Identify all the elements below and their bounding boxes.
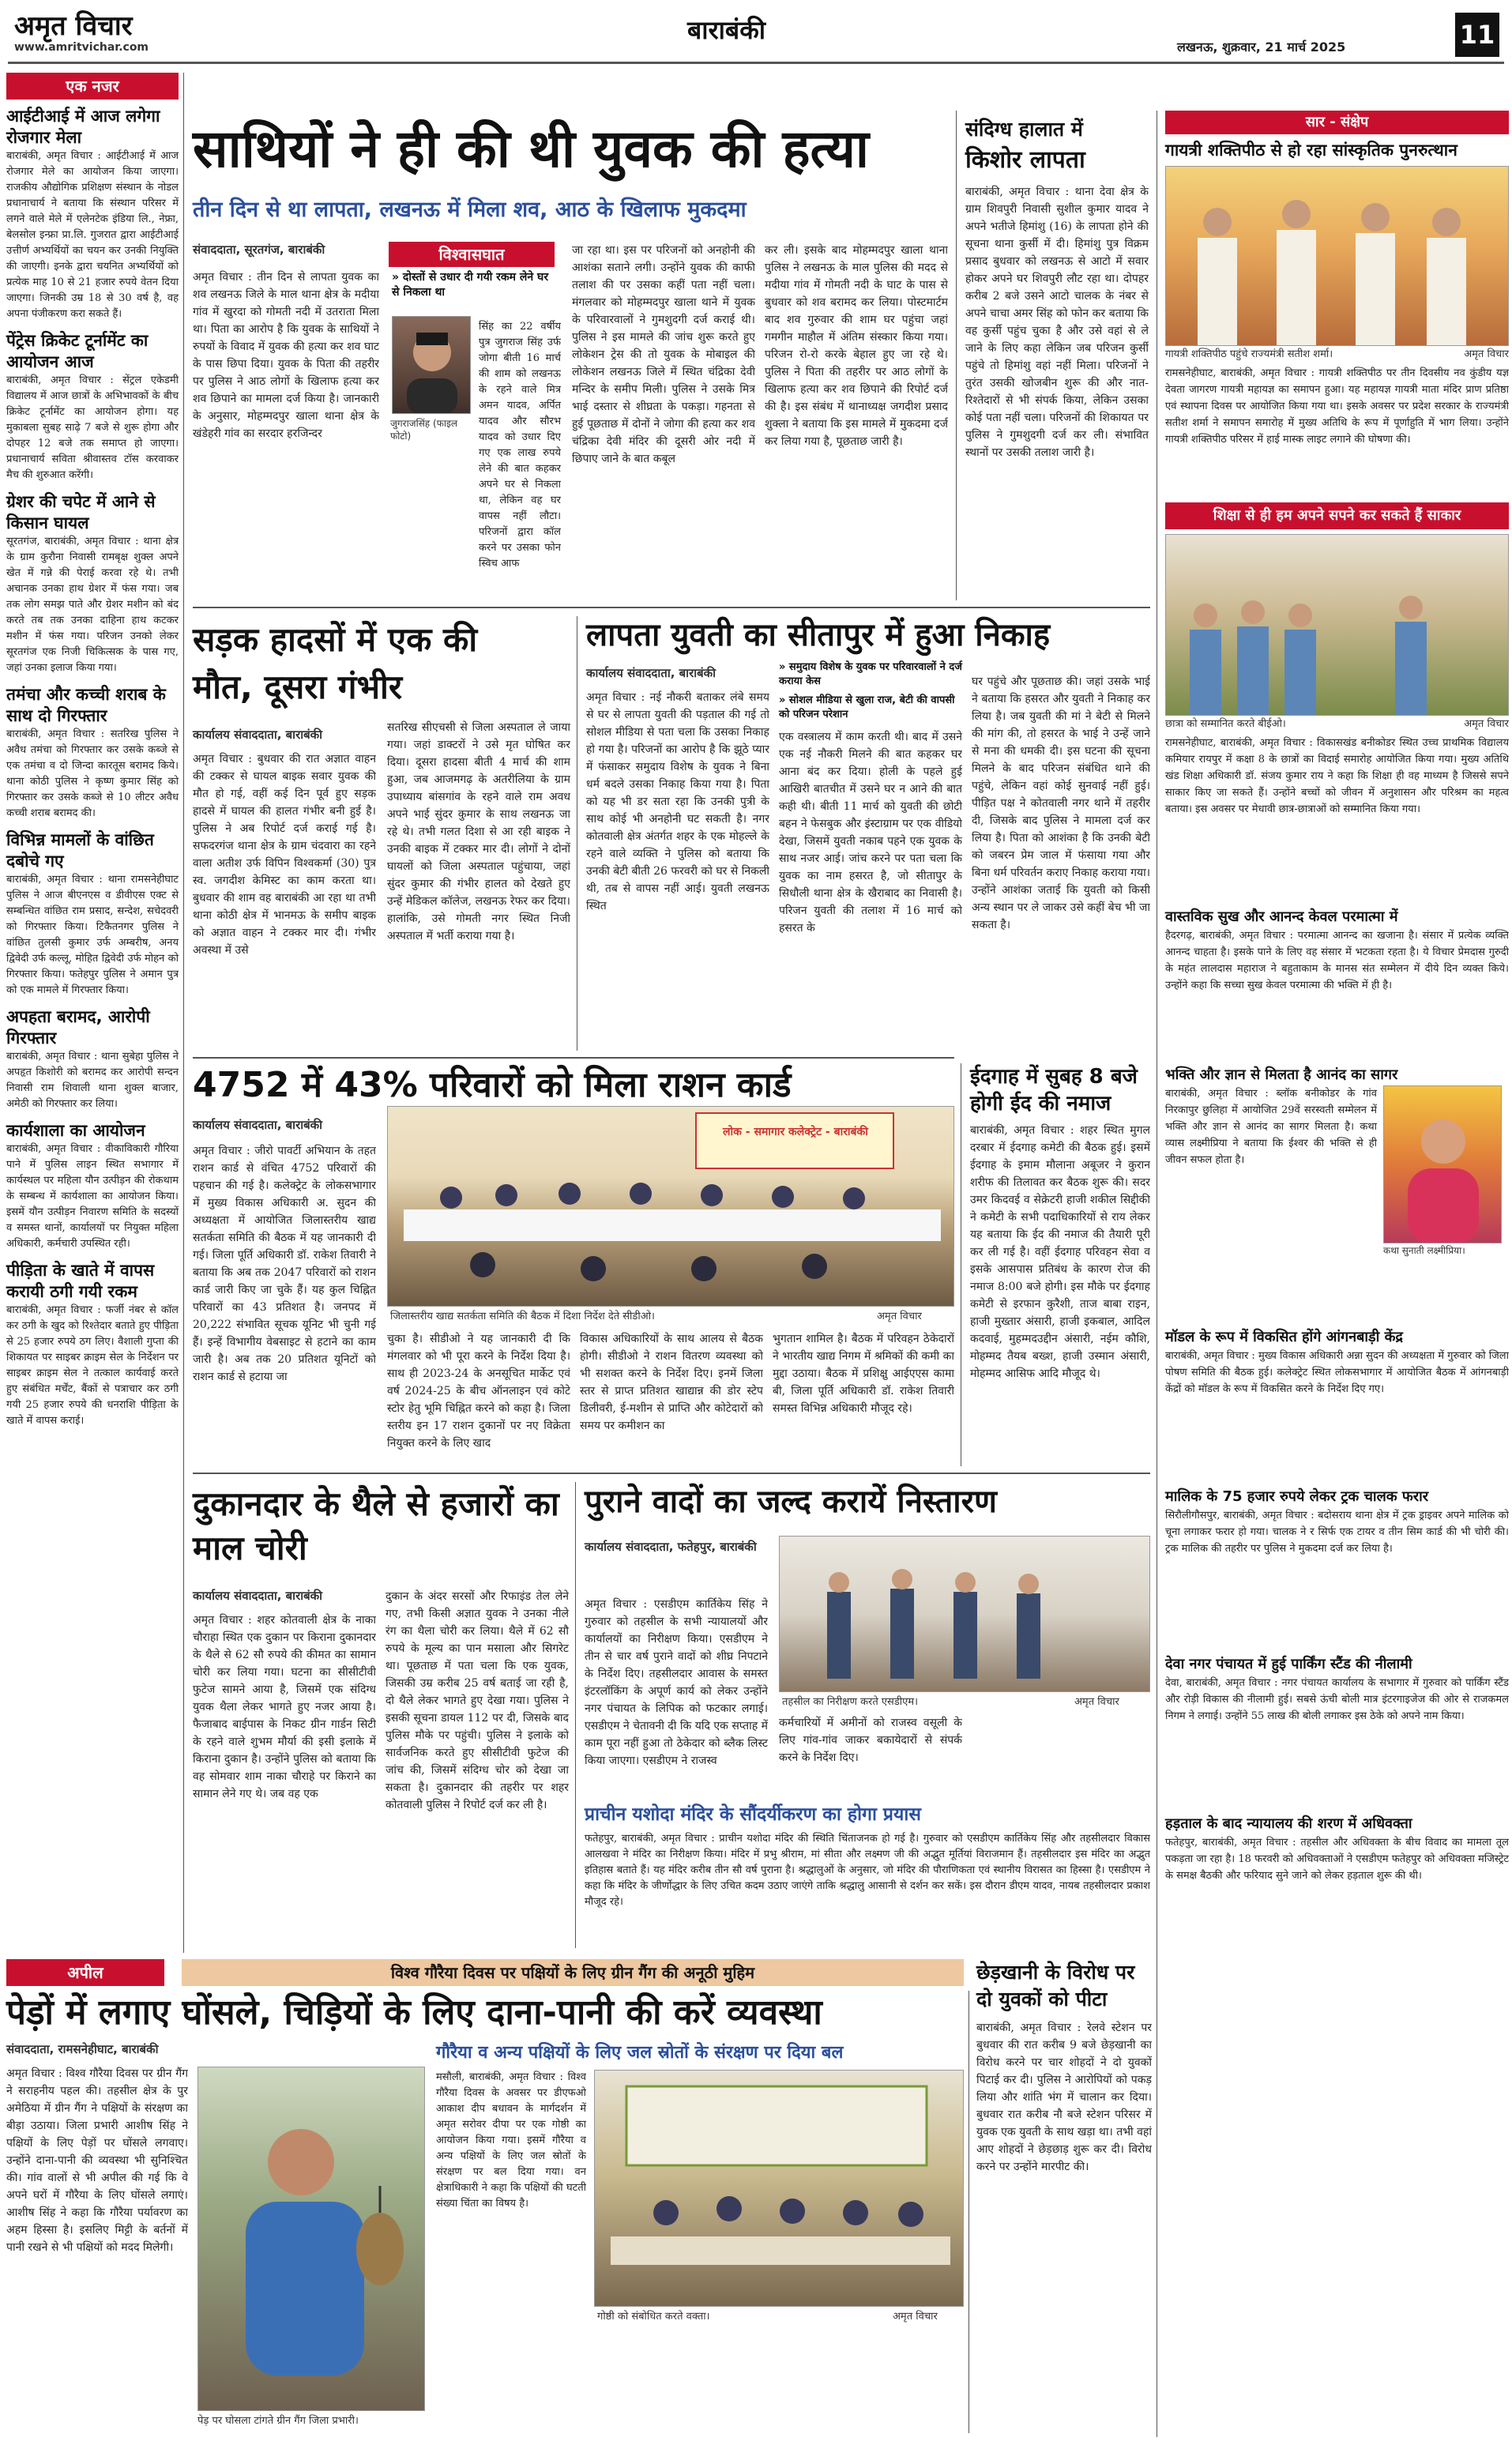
summary-text-anganwadi: बाराबंकी, अमृत विचार : मुख्य विकास अधिकारी अन्ना सुदन की अध्यक्षता में गुरुवार को जिला पोषण समिति की बैठक हुई। कलेक्ट्रेट स्थित लोकसभागार में आयोजित बैठक में आंगनबाड़ी केंद्रों को मॉडल के रूप में विकसित करने के निर्देश दिए गए।: [1165, 1350, 1509, 1395]
promises-photo-caption: तहसील का निरीक्षण करते एसडीएम।: [782, 1696, 919, 1708]
appeal-tag: अपील: [6, 1959, 164, 1986]
theft-text-col1: अमृत विचार : शहर कोतवाली क्षेत्र के नाका चौराहा स्थित एक दुकान पर किराना दुकानदार के थैले से 62 सौ रुपये की कीमत का सामान चोरी कर लिया गया। घटना का सीसीटीवी फुटेज सामने आया है, जिसमें एक संदिग्ध युवक थैला लेकर भागते हुए नजर आया है। फैजाबाद बाईपास के निकट ग्रीन गार्डन सिटी के रहने वाले शुभम मौर्या की इसी इलाके में किराना दुकान है। उन्होंने पुलिस को बताया कि वह सोमवार शाम नाका चौराहे पर किराने का सामान लेने गए थे। जब वह एक: [193, 1614, 376, 1800]
lead-headline: साथियों ने ही की थी युवक की हत्या: [193, 118, 870, 179]
lead-text-col4: कर ली। इसके बाद मोहम्मदपुर खाला थाना पुलिस ने लखनऊ के माल पुलिस की मदद से मदीया गांव में गोमती नदी के घाट के पास से बुधवार को शव बरामद कर लिया। पोस्टमार्टम बाद शव गुरुवार की शाम घर पहुंचा जहां गमगीन माहौल में अंतिम संस्कार किया गया। परिजन रो-रो करके बेहाल हुए जा रहे थे। पुलिस ने पिता की तहरीर पर आठ लोगों के खिलाफ हत्या कर शव छिपाने की रिपोर्ट दर्ज की है। इस संबंध में थानाध्यक्ष जगदीश प्रसाद शुक्ला ने बताया कि इस मामले में मुकदमा दर्ज कर लिया गया है, पूछताछ जारी है।: [765, 244, 948, 448]
summary-headline-bhakti: भक्ति और ज्ञान से मिलता है आनंद का सागर: [1165, 1066, 1398, 1083]
gayatri-photo-credit: अमृत विचार: [1464, 348, 1509, 360]
lead-photo: [392, 316, 471, 414]
promises-byline: कार्यालय संवाददाता, फतेहपुर, बाराबंकी: [585, 1540, 757, 1554]
summary-headline-param: वास्तविक सुख और आनन्द केवल परमात्मा में: [1165, 908, 1398, 925]
lead-byline: संवाददाता, सूरतगंज, बाराबंकी: [193, 243, 325, 257]
masthead-url: www.amritvichar.com: [14, 41, 149, 54]
eid-text: बाराबंकी, अमृत विचार : शहर स्थित मुगल दरबार में ईदगाह कमेटी की बैठक हुई। इसमें ईदगाह के इमाम मौलाना अबूजर ने कुरान शरीफ की तिलावत कर बैठक शुरू की। सदर उमर किदवई व सेक्रेटरी हाजी शकील सिद्दीकी ने कमेटी के सभी पदाधिकारियों से राय लेकर यह बताया कि ईद की नमाज की तैयारी पूरी कर ली गई है। वहीं ईदगाह परिवहन सेवा व इसके आसपास प्रतिबंध के कारण रोज की नमाज 8:00 बजे होगी। इस मौके पर ईदगाह कमेटी से इरफान कुरैशी, ताज बाबा राइन, हाजी मुख्तार अंसारी, हाजी इकबाल, आदिल कदवाई, मुहम्मदउद्दीन अंसारी, नईम कौशि, मोहम्मद तैयब बख्श, हाजी उस्मान अंसारी, मोहम्मद आसिफ आदि मौजूद थे।: [970, 1124, 1150, 1380]
summary-text-shiksha: रामसनेहीघाट, बाराबंकी, अमृत विचार : विकासखंड बनीकोडर स्थित उच्च प्राथमिक विद्यालय कमियार रायपुर में कक्षा 8 के छात्रों का विदाई समारोह आयोजित किया गया। मुख्य अतिथि खंड शिक्षा अधिकारी डॉ. संजय कुमार राय ने कहा कि शिक्षा ही वह माध्यम है जिससे सपने साकार किए जा सकते हैं। उन्होंने बच्चों को जीवन में अनुशासन और परिश्रम का महत्व बताया। इस अवसर पर मेधावी छात्र-छात्राओं को सम्मानित किया गया।: [1165, 737, 1509, 815]
portrait-icon: [393, 317, 471, 414]
lead-photo-caption: जुगराजसिंह (फाइल फोटो): [390, 418, 458, 442]
ration-photo: [387, 1106, 954, 1307]
brief-text: बाराबंकी, अमृत विचार : आईटीआई में आज रोजगार मेले का आयोजन किया जाएगा। राजकीय औद्योगिक प्रशिक्षण संस्थान के नोडल प्रधानाचार्य ने बताया कि संस्थान परिसर में लगने वाले मेले में एलेनटेक इंडिया लि., नेफ्रा, बेलसोल इन्फ्रा प्रा.लि. गुजरात द्वारा आईटीआई उत्तीर्ण अभ्यर्थियों का चयन कर उनकी नियुक्ति की जाएगी। इनके द्वारा चयनित अभ्यर्थियों को प्रत्येक माह 10 से 21 हजार रुपये वेतन दिया जाएगा। जिनकी उम्र 18 से 30 वर्ष है, वह अपना पंजीकरण करा सकते हैं।: [6, 150, 179, 320]
ration-byline: कार्यालय संवाददाता, बाराबंकी: [193, 1118, 323, 1132]
brief-headline: ग्रेशर की चपेट में आने से किसान घायल: [6, 492, 156, 532]
birds-photo-caption: पेड़ पर घोसला टांगते ग्रीन गैंग जिला प्रभारी।: [197, 2415, 359, 2427]
jal-photo-credit: अमृत विचार: [893, 2311, 938, 2323]
bhakti-photo-caption: कथा सुनाती लक्ष्मीप्रिया।: [1383, 1245, 1465, 1256]
ration-text-col3: विकास अधिकारियों के साथ आलय से बैठक होगी। सीडीओ ने राशन वितरण व्यवस्था को भी सशक्त करने के निर्देश दिए। इनमें जिला स्तर से प्राप्त प्रतिशत खाद्यान्न की डोर स्टेप डिलीवरी, ई-मशीन से प्राप्ति और कोटेदारों को समय पर कमीशन का: [580, 1333, 763, 1432]
dateline: लखनऊ, शुक्रवार, 21 मार्च 2025: [1177, 39, 1346, 55]
right-column-label: सार - संक्षेप: [1165, 111, 1509, 134]
birds-byline: संवाददाता, रामसनेहीघाट, बाराबंकी: [6, 2042, 159, 2056]
shiksha-photo: [1165, 534, 1509, 716]
birds-text: अमृत विचार : विश्व गौरैया दिवस पर ग्रीन गैंग ने सराहनीय पहल की। तहसील क्षेत्र के पुर अमेठिया में ग्रीन गैंग ने पक्षियों के संरक्षण का बीड़ा उठाया। जिला प्रभारी आशीष सिंह ने पक्षियों के लिए पेड़ों पर घोंसले लगवाए। उन्होंने दाना-पानी की व्यवस्था भी सुनिश्चित की। गांव वालों से भी अपील की गई कि वे अपने घरों में गौरैया के लिए घोंसले लगाएं। आशीष सिंह ने कहा कि गौरैया पर्यावरण का अहम हिस्सा है। इसलिए मिट्टी के बर्तनों में पानी रखने से भी पक्षियों को मदद मिलेगी।: [6, 2067, 188, 2254]
masthead: [0, 0, 1512, 63]
shiksha-photo-caption: छात्रा को सम्मानित करते बीईओ।: [1165, 718, 1286, 730]
summary-headline-shiksha: शिक्षा से ही हम अपने सपने कर सकते हैं साकार: [1165, 502, 1509, 529]
lead-text-col1: अमृत विचार : तीन दिन से लापता युवक का शव लखनऊ जिले के माल थाना क्षेत्र के मदीया गांव में खुरदा को गोमती नदी में उतराता मिला था। पिता का आरोप है कि युवक के साथियों ने रुपयों के विवाद में युवक की हत्या कर शव घाट के पास छिपा दिया। युवक के पिता की तहरीर पर पुलिस ने आठ लोगों के खिलाफ हत्या कर शव छिपाने का मामला दर्ज किया है। जानकारी के अनुसार, मोहम्मदपुर खाला थाना क्षेत्र के खंडेहरी गांव का सरदार हरजिन्दर: [193, 271, 379, 440]
chhed-text: बाराबंकी, अमृत विचार : रेलवे स्टेशन पर बुधवार की रात करीब 9 बजे छेड़खानी का विरोध करने पर चार शोहदों ने दो युवकों पिटाई कर दी। पुलिस ने आरोपियों को पकड़ लिया और शांति भंग में चालान कर दिया। बुधवार रात करीब नौ बजे स्टेशन परिसर में युवक एक युवती के साथ खड़ा था। तभी वहां आए शोहदों ने छेड़छाड़ शुरू कर दी। विरोध करने पर उन्होंने मारपीट की।: [976, 2022, 1152, 2173]
nest-hanging-image: [198, 2067, 425, 2411]
section-title: बाराबंकी: [687, 15, 766, 45]
event-photo-image: [1166, 167, 1506, 346]
masthead-logo: अमृत विचार: [14, 10, 133, 42]
sidebox-label: विश्वासघात: [389, 242, 555, 267]
ration-banner: लोक - समागार कलेक्ट्रेट - बाराबंकी: [723, 1126, 868, 1138]
appeal-banner: विश्व गौरैया दिवस पर पक्षियों के लिए ग्रीन गैंग की अनूठी मुहिम: [182, 1959, 964, 1986]
left-column: [6, 73, 179, 1953]
summary-text-hadtal: फतेहपुर, बाराबंकी, अमृत विचार : तहसील और अधिवक्ता के बीच विवाद का मामला तूल पकड़ता जा रहा है। 18 फरवरी को अधिवक्ताओं ने एसडीएम फतेहपुर को अधिवक्ता मजिस्ट्रेट के समक्ष बैठकी और फरियाद सुने जाने को लेकर हड़ताल शुरू की थी।: [1165, 1837, 1509, 1882]
sitapur-bullet-1: » समुदाय विशेष के युवक पर परिवारवालों ने दर्ज कराया केस: [779, 661, 962, 687]
temple-text: फतेहपुर, बाराबंकी, अमृत विचार : प्राचीन यशोदा मंदिर की स्थिति चिंताजनक हो गई है। गुरुवार को एसडीएम कार्तिकेय सिंह और तहसीलदार विकास आलखवा ने मंदिर का निरीक्षण किया। मंदिर में प्रभु श्रीराम, मां सीता और लक्ष्मण जी की अद्भुत मूर्तियां विराजमान हैं। तहसीलदार इस मंदिर का अद्भुत इतिहास बताते हैं। यह मंदिर करीब तीन सौ वर्ष पुराना है। श्रद्धालुओं के अनुसार, जो मंदिर की पौराणिकता एवं स्थानीय विरासत का हिस्सा है। एसडीएम ने कहा कि मंदिर के जीर्णोद्धार के लिए उचित कदम उठाए जाएंगे ताकि श्रद्धालु आसानी से दर्शन कर सकें। इस दौरान डीएम यादव, नायब तहसीलदार प्रकाश मौजूद रहे।: [585, 1833, 1150, 1908]
inspection-image: [780, 1537, 1150, 1692]
lead-text-col2a: सिंह का 22 वर्षीय पुत्र जुगराज सिंह उर्फ जोगा बीती 16 मार्च की शाम को लखनऊ के रहने वाले मित्र अमन यादव, अर्पित यादव और सौरभ यादव को उधार दिए गए एक लाख रुपये लेने की बात कहकर अपने घर से निकला था, लेकिन वह घर वापस नहीं लौटा। परिजनों द्वारा कॉल करने पर उसका फोन स्विच आफ: [479, 321, 561, 570]
row-divider: [193, 1473, 1150, 1474]
theft-headline: दुकानदार के थैले से हजारों का माल चोरी: [193, 1484, 559, 1567]
ration-text-col4: भुगतान शामिल है। बैठक में परिवहन ठेकेदारों ने भारतीय खाद्य निगम में श्रमिकों की कमी का मुद्दा उठाया। बैठक में प्रशिक्षु आईएएस कामा बी, जिला पूर्ति अधिकारी डॉ. राकेश तिवारी समस्त विभिन्न अधिकारी मौजूद रहे।: [773, 1333, 954, 1415]
lead-subhead: तीन दिन से था लापता, लखनऊ में मिला शव, आठ के खिलाफ मुकदमा: [193, 197, 747, 222]
sitapur-headline: लापता युवती का सीतापुर में हुआ निकाह: [586, 617, 1051, 653]
theft-byline: कार्यालय संवाददाता, बाराबंकी: [193, 1589, 323, 1603]
theft-text-col2: दुकान के अंदर सरसों और रिफाइंड तेल लेने गए, तभी किसी अज्ञात युवक ने उनका नीले रंग का थैला चोरी कर लिया। थैले में 62 सौ रुपये के मूल्य का पान मसाला और सिगरेट था। पूछताछ में पता चला कि एक युवक, जिसकी उम्र करीब 25 वर्ष बताई जा रही है, दो थैले लेकर भागते हुए देखा गया। पुलिस ने इसकी सूचना डायल 112 पर दी, जिसके बाद पुलिस मौके पर पहुंची। पुलिस ने इलाके को सार्वजनिक करते हुए सीसीटीवी फुटेज की जांच की, जिसमें संदिग्ध चोर को देखा जा सकता है। दुकानदार की तहरीर पर शहर कोतवाली पुलिस ने रिपोर्ट दर्ज कर ली है।: [386, 1590, 569, 1811]
row-divider: [193, 607, 1150, 608]
kishori-headline: किशोर लापता: [965, 146, 1085, 174]
birds-photo: [197, 2067, 425, 2411]
birds-headline: पेड़ों में लगाए घोंसले, चिड़ियों के लिए दाना-पानी की करें व्यवस्था: [6, 1992, 822, 2033]
accident-byline: कार्यालय संवाददाता, बाराबंकी: [193, 728, 323, 742]
brief-text: बाराबंकी, अमृत विचार : सतरिख पुलिस ने अवैध तमंचा को गिरफ्तार कर उसके कब्जे से एक तमंचा व दो जिन्दा कारतूस बरामद किये। थाना कोठी पुलिस ने कृष्ण कुमार सिंह को गिरफ्तार कर उसके कब्जे से 10 लीटर अवैध कच्ची शराब बरामद की।: [6, 728, 179, 819]
brief-headline: विभिन्न मामलों के वांछित दबोचे गए: [6, 830, 154, 871]
summary-text-truck: सिरौलीगौसपुर, बाराबंकी, अमृत विचार : बदोसराय थाना क्षेत्र में ट्रक ड्राइवर अपने मालिक को चूना लगाकर फरार हो गया। चालक ने र सिर्फ एक टायर व तीन सिम कार्ड की भी चोरी की। ट्रक मालिक की तहरीर पर पुलिस ने मुकदमा दर्ज कर लिया है।: [1165, 1510, 1509, 1555]
eid-headline: ईदगाह में सुबह 8 बजे होगी ईद की नमाज: [970, 1065, 1138, 1115]
masthead-rule: [8, 62, 1504, 64]
ration-photo-caption: जिलास्तरीय खाद्य सतर्कता समिति की बैठक में दिशा निर्देश देते सीडीओ।: [390, 1311, 655, 1322]
chhed-headline: छेड़खानी के विरोध पर दो युवकों को पीटा: [976, 1961, 1135, 2011]
promises-headline: पुराने वादों का जल्द करायें निस्तारण: [585, 1484, 997, 1520]
accident-text-col2: सतरिख सीएचसी से जिला अस्पताल ले जाया गया। जहां डाक्टरों ने उसे मृत घोषित कर दिया। दूसरा हादसा बीती 4 मार्च की शाम हुआ, जब आजमगढ़ के अतरीलिया के ग्राम उपाध्याय बांसगांव के रहने वाले राम अवध अपने भाई सुंदर कुमार के साथ लखनऊ जा रहे थे। तभी गलत दिशा से आ रही बाइक ने उनकी बाइक में टक्कर मार दी। लोगों ने दोनों घायलों को जिला अस्पताल पहुंचाया, जहां सुंदर कुमार की गंभीर हालत को देखते हुए उन्हें मेडिकल कॉलेज, लखनऊ रेफर कर दिया। हालांकि, उसे गोमती नगर स्थित निजी अस्पताल में भर्ती कराया गया है।: [387, 721, 570, 942]
brief-text: बाराबंकी, अमृत विचार : थाना रामसनेहीघाट पुलिस ने आज बीएनएस व डीवीएस एक्ट से सम्बन्धित वांछित राम प्रसाद, सन्देश, सचेदवरी को गिरफ्तार किया। टिकैतनगर पुलिस ने वांछित तुलसी कुमार उर्फ अम्बरीष, अनय द्विवेदी उर्फ कल्लू, मोहित द्विवेदी उर्फ मोहन को गिरफ्तार किया। फतेहपुर पुलिस ने अमान पुत्र को एक मामले में गिरफ्तार किया।: [6, 874, 179, 996]
brief-text: बाराबंकी, अमृत विचार : फर्जी नंबर से कॉल कर ठगी के खुद को रिश्तेदार बताते हुए पीड़िता से 25 हजार रुपये ठग लिए। वैशाली गुप्ता की शिकायत पर साइबर क्राइम सेल के निर्देशन पर साइबर क्राइम सेल ने तत्काल कार्यवाई करते हुए संबंधित मर्चेंट, बैंकों से पत्राचार कर ठगी गयी 25 हजार रुपये की धनराशि पीड़िता के खाते में वापस कराई।: [6, 1304, 179, 1427]
promises-text-col1: अमृत विचार : एसडीएम कार्तिकेय सिंह ने गुरुवार को तहसील के सभी न्यायालयों और कार्यालयों का निरीक्षण किया। एसडीएम ने तीन से चार वर्ष पुराने वादों को शीघ्र निपटाने के निर्देश दिए। तहसीलदार आवास के समस्त इंटरलॉकिंग के अपूर्ण कार्य को लेकर उन्होंने नगर पंचायत के लिपिक को फटकार लगाई। एसडीएम ने चेतावनी दी कि यदि एक सप्ताह में काम पूरा नहीं हुआ तो ठेकेदार को ब्लैक लिस्ट किया जाएगा। एसडीएम ने राजस्व: [585, 1598, 768, 1767]
promises-text-col2: कर्मचारियों में अमीनों को राजस्व वसूली के लिए गांव-गांव जाकर बकायेदारों से संपर्क करने के निर्देश दिए।: [779, 1717, 962, 1764]
right-column: [1157, 111, 1509, 2437]
summary-headline-deva: देवा नगर पंचायत में हुई पार्किंग स्टैंड की नीलामी: [1165, 1656, 1412, 1672]
brief-headline: कार्यशाला का आयोजन: [6, 1121, 145, 1140]
kishori-pre: संदिग्ध हालात में: [965, 118, 1083, 141]
summary-headline-truck: मालिक के 75 हजार रुपये लेकर ट्रक चालक फरार: [1165, 1488, 1429, 1505]
column-divider: [575, 1482, 576, 1948]
brief-headline: तमंचा और कच्ची शराब के साथ दो गिरफ्तार: [6, 685, 166, 725]
sitapur-text-col3: घर पहुंचे और पूछताछ की। जहां उसके भाई ने बताया कि हसरत और युवती ने निकाह कर लिया है। जब युवती की मां ने बेटी से मिलने की मांग की, तो हसरत के भाई ने उन्हें जाने से मना की धमकी दी। इस घटना की सूचना मिलने के बाद परिजन संबंधित थाने की पहुंचे, लेकिन वहां कोई सुनवाई नहीं हुई। पीड़ित पक्ष ने कोतवाली नगर थाने में तहरीर दी, जिसके बाद पुलिस ने मामला दर्ज कर लिया है। पिता को आशंका है कि उनकी बेटी को जबरन प्रेम जाल में फंसाया गया और बिना धर्म परिवर्तन कराए निकाह कराया गया। उन्होंने आशंका जताई कि युवती को किसी अन्य स्थान पर ले जाकर उसे कहीं बेच भी जा सकता है।: [972, 675, 1150, 931]
jal-headline: गौरैया व अन्य पक्षियों के लिए जल स्रोतों के संरक्षण पर दिया बल: [436, 2043, 844, 2063]
gayatri-photo: [1165, 166, 1509, 346]
ration-text-col2: चुका है। सीडीओ ने यह जानकारी दी कि मंगलवार को भी पूरा करने के निर्देश दिया है। साथ ही 2023-24 के अनसूचित मार्केट एवं वर्ष 2024-25 के बीच ऑनलाइन एवं कोटे स्टोर हेतु भूमि चिह्नित करने को कहा है। जिला स्तरीय इन 17 राशन दुकानों पर नए विक्रेता नियुक्त करने के लिए खाद: [387, 1333, 570, 1450]
brief-headline: पीड़िता के खाते में वापस करायी ठगी गयी रकम: [6, 1261, 155, 1301]
katha-vachak-image: [1384, 1086, 1502, 1243]
page-number: 11: [1455, 13, 1499, 57]
brief-headline: पेंट्रेस क्रिकेट टूर्नामेंट का आयोजन आज: [6, 331, 149, 371]
summary-text-gayatri: रामसनेहीघाट, बाराबंकी, अमृत विचार : गायत्री शक्तिपीठ पर तीन दिवसीय नव कुंडीय यज्ञ देवता जागरण गायत्री महायज्ञ का समापन हुआ। यह महायज्ञ गायत्री माता मंदिर प्राण प्रतिष्ठा एवं स्थापना दिवस पर आयोजित किया गया था। इसके अवसर पर प्रदेश सरकार के राज्यमंत्री सतीश शर्मा ने समापन समारोह में मुख्य अतिथि के रूप में पूर्णाहुति में भाग लिया। उन्होंने गायत्री शक्तिपीठ परिसर में हाई मास्क लाइट लगाने की घोषणा की।: [1165, 367, 1509, 446]
promises-photo-credit: अमृत विचार: [1074, 1696, 1119, 1708]
gayatri-photo-caption: गायत्री शक्तिपीठ पहुंचे राज्यमंत्री सतीश शर्मा।: [1165, 348, 1333, 360]
ration-text-col1: अमृत विचार : जीरो पावर्टी अभियान के तहत राशन कार्ड से वंचित 4752 परिवारों की पहचान की गई है। कलेक्ट्रेट के लोकसभागार में मुख्य विकास अधिकारी अ. सुदन की अध्यक्षता में आयोजित जिलास्तरीय खाद्य सतर्कता समिति की बैठक में यह जानकारी दी गई। जिला पूर्ति अधिकारी डॉ. राकेश तिवारी ने बताया कि अब तक 2047 परिवारों को राशन कार्ड जारी किए जा चुके हैं। यह कुल चिह्नित परिवारों का 43 प्रतिशत है। जनपद में 20,222 संभावित सूचक यूनिट भी चुनी गई हैं। इन्हें विभागीय वेबसाइट से हटाने का काम जारी है। अब तक 20 प्रतिशत यूनिटों को राशन कार्ड से हटाया जा: [193, 1145, 376, 1383]
summary-headline-anganwadi: मॉडल के रूप में विकसित होंगे आंगनबाड़ी केंद्र: [1165, 1329, 1403, 1345]
column-divider: [956, 111, 957, 600]
jal-text: मसौली, बाराबंकी, अमृत विचार : विश्व गौरैया दिवस के अवसर पर डीएफओ आकाश दीप बधावन के मार्गदर्शन में अमृत सरोवर दीपा पर एक गोष्ठी का आयोजन किया गया। इसमें गौरैया व अन्य पक्षियों के लिए जल स्रोतों के संरक्षण पर बल दिया गया। वन क्षेत्राधिकारी ने कहा कि पक्षियों की घटती संख्या चिंता का विषय है।: [436, 2071, 586, 2210]
bhakti-photo: [1383, 1085, 1502, 1243]
jal-photo-caption: गोष्ठी को संबोधित करते वक्ता।: [597, 2311, 710, 2323]
temple-headline: प्राचीन यशोदा मंदिर के सौंदर्यीकरण का होगा प्रयास: [585, 1804, 921, 1825]
summary-headline-hadtal: हड़ताल के बाद न्यायालय की शरण में अधिवक्ता: [1165, 1815, 1412, 1832]
ration-headline: 4752 में 43% परिवारों को मिला राशन कार्ड: [193, 1065, 792, 1105]
summary-headline-gayatri: गायत्री शक्तिपीठ से हो रहा सांस्कृतिक पुनरुत्थान: [1165, 141, 1457, 160]
brief-text: बाराबंकी, अमृत विचार : वीकाविकारी गौरिया पाने में पुलिस लाइन स्थित सभागार में कार्यस्थल पर महिला यौन उत्पीड़न की रोकथाम के सम्बन्ध में कार्यशाला का आयोजन किया। इसमें यौन उत्पीड़न निवारण समिति के सदस्यों व समस्त थानों, कार्यालयों पर नियुक्त महिला अधिकारी, कर्मचारी उपस्थित रही।: [6, 1143, 179, 1250]
accident-text-col1: अमृत विचार : बुधवार की रात अज्ञात वाहन की टक्कर से घायल बाइक सवार युवक की मौत हो गई, वहीं कई दिन पूर्व हुए सड़क हादसे में घायल की हालत गंभीर बनी हुई है। पुलिस ने अब रिपोर्ट दर्ज कराई गई है। सफदरगंज थाना क्षेत्र के ग्राम चंदवारा का रहने वाला अतीश उर्फ विपिन विश्वकर्मा (30) पुत्र स्व. जगदीश केमिस्ट का काम करता था। बुधवार की शाम वह बाराबंकी आ रहा था तभी थाना कोठी क्षेत्र में भानमऊ के समीप बाइक को अज्ञात वाहन ने टक्कर मार दी। गंभीर अवस्था में उसे: [193, 753, 376, 957]
shiksha-photo-credit: अमृत विचार: [1464, 718, 1509, 730]
summary-text-param: हैदरगढ़, बाराबंकी, अमृत विचार : परमात्मा आनन्द का खजाना है। संसार में प्रत्येक व्यक्ति आनन्द चाहता है। इसके पाने के लिए वह संसार में भटकता रहता है। ये विचार प्रेमदास गुरुदी के महंत लालदास महाराज ने बहुताकाम के मानस संत सम्मेलन में दीये दिन व्यक्त किये। उन्होंने कहा कि सच्चा सुख केवल परमात्मा की भक्ति में ही है।: [1165, 930, 1509, 991]
promises-photo: [779, 1536, 1150, 1692]
seminar-image: [595, 2071, 964, 2307]
sitapur-text-col1: अमृत विचार : नई नौकरी बताकर लंबे समय से घर से लापता युवती की पड़ताल की गई तो सोशल मीडिया से पता चला कि उसका निकाह हो गया है। परिजनों का आरोप है कि झूठे प्यार में फंसाकर समुदाय विशेष के युवक ने बिना धर्म बदले उसका निकाह किया गया है। पिता को यह भी डर सता रहा कि उनकी पुत्री के साथ कोई भी अनहोनी घट सकती है। नगर कोतवाली क्षेत्र अंतर्गत शहर के एक मोहल्ले के रहने वाले व्यक्ति ने पुलिस को बताया कि उनकी बेटी बीती 26 फरवरी को घर से निकली थी, तब से वापस नहीं आई। युवती लखनऊ स्थित: [586, 691, 769, 912]
brief-headline: अपहता बरामद, आरोपी गिरफ्तार: [6, 1007, 150, 1048]
summary-text-bhakti: बाराबंकी, अमृत विचार : ब्लॉक बनीकोडर के गांव निरकापुर छुलिहा में आयोजित 29वें सरस्वती सम्मेलन में भक्ति और ज्ञान से आनंद का सागर मिलता है। कथा व्यास लक्ष्मीप्रिया ने बताया कि ईश्वर की भक्ति से ही जीवन सफल होता है।: [1165, 1088, 1377, 1166]
brief-headline: आईटीआई में आज लगेगा रोजगार मेला: [6, 107, 160, 147]
kishori-text: बाराबंकी, अमृत विचार : थाना देवा क्षेत्र के ग्राम शिवपुरी निवासी सुशील कुमार यादव ने अपने भतीजे हिमांशु (16) के लापता होने की सूचना थाना कुर्सी में दी। हिमांशु पुत्र विक्रम प्रसाद बुधवार को लखनऊ से आटो में सवार होकर अपने घर शिवपुरी लौट रहा था। दोपहर करीब 2 बजे उसने आटो चालक के नंबर से अपने चाचा अमर सिंह को फोन कर बताया कि वह कुर्सी पहुंच चुका है और उसे वहां से ले जाने के लिए कहा लेकिन जब परिजन कुर्सी पहुंचे तो हिमांशु वहां नहीं मिला। परिजनों ने तुरंत उसकी खोजबीन शुरू की और नात-रिश्तेदारों से भी संपर्क किया, लेकिन उसका कोई पता नहीं चला। परिजनों की शिकायत पर पुलिस ने गुमशुदगी दर्ज कर ली। संभावित स्थानों पर उसकी तलाश जारी है।: [965, 186, 1149, 459]
row-divider: [193, 1057, 954, 1059]
brief-text: बाराबंकी, अमृत विचार : सेंट्रल एकेडमी विद्यालय में आज छात्रों के अभिभावकों के बीच क्रिकेट टूर्नामेंट का आयोजन होगा। यह मुकाबला सुबह साढ़े 7 बजे से शुरू होगा और दोपहर 12 बजे तक समाप्त हो जाएगा। प्रधानाचार्य सविता श्रीवास्तव टॉस करवाकर मैच की शुरुआत करेंगी।: [6, 374, 179, 481]
brief-text: सूरतगंज, बाराबंकी, अमृत विचार : थाना क्षेत्र के ग्राम कुरौना निवासी रामबृक्ष शुक्ल अपने खेत में गन्ने की पेराई करवा रहे थे। तभी अचानक उनका हाथ ग्रेशर में फंस गया। जब तक लोग समझ पाते और ग्रेशर मशीन को बंद करते तब तक उनका दाहिना हाथ कटकर मशीन में फंस गया। परिजन उनको लेकर सूरतगंज एक निजी चिकित्सक के पास गए, जहां उनका इलाज किया गया।: [6, 536, 179, 674]
sitapur-text-col2: एक वस्त्रालय में काम करती थी। बाद में उसने एक नई नौकरी मिलने की बात कहकर घर आना बंद कर दिया। होली के पहले हुई आखिरी बातचीत में उसने घर न आने की बात कही थी। बीती 11 मार्च को युवती की छोटी बहन ने फेसबुक और इंस्टाग्राम पर एक वीडियो देखा, जिसमें युवती नकाब पहने एक युवक के साथ नजर आई। जांच करने पर पता चला कि युवक का नाम हसरत है, जो सीतापुर के सिधौली थाना क्षेत्र के खैराबाद का निवासी है। परिजन युवती की तलाश में 16 मार्च को हसरत के: [779, 731, 962, 935]
lead-text-col3: जा रहा था। इस पर परिजनों को अनहोनी की आशंका सताने लगी। उन्होंने युवक की काफी तलाश की पर उसका कहीं पता नहीं चला। मंगलवार को मोहम्मदपुर खाला थाने में युवक के परिवारवालों ने गुमशुदगी दर्ज कराई थी। पुलिस ने इस मामले की जांच शुरू करते हुए लोकेशन ट्रेस की तो युवक के मोबाइल की लोकेशन लखनऊ जिले में स्थित चंद्रिका देवी मन्दिर के समीप मिली। पुलिस ने उसके मित्र भाई दस्तार से शीघ्रता के पकड़ा। गहनता से हुई पूछताछ में दोनों ने जोगा की हत्या कर शव चंद्रिका देवी मंदिर की दूसरी ओर नदी में छिपाए जाने के बात कबूल: [572, 244, 755, 465]
lead-sidebox: [389, 242, 555, 310]
school-event-image: [1166, 535, 1506, 716]
column-divider: [183, 73, 184, 1953]
summary-text-deva: देवा, बाराबंकी, अमृत विचार : नगर पंचायत कार्यालय के सभागार में गुरुवार को पार्किंग स्टैंड और रोड़ी विकास की नीलामी हुई। सबसे ऊंची बोली मात्र इंटरगाइजेज की ओर से राजकमल निगम ने लगाई। उन्होंने 55 लाख की बोली लगाकर इस ठेके को अपने नाम किया।: [1165, 1677, 1509, 1722]
brief-text: बाराबंकी, अमृत विचार : थाना सुबेहा पुलिस ने अपहृत किशोरी को बरामद कर आरोपी सन्दन निवासी राम शिवाली थाना शुक्ल बाजार, अमेठी को गिरफ्तार कर लिया।: [6, 1051, 179, 1110]
left-column-label: एक नजर: [6, 73, 179, 100]
ration-photo-credit: अमृत विचार: [877, 1311, 922, 1322]
sitapur-bullet-2: » सोशल मीडिया से खुला राज, बेटी की वापसी को परिजन परेशान: [779, 694, 955, 720]
accident-headline: सड़क हादसों में एक की मौत, दूसरा गंभीर: [193, 620, 478, 706]
sidebox-text: » दोस्तों से उधार दी गयी रकम लेने घर से निकला था: [392, 271, 549, 299]
jal-photo: [594, 2070, 964, 2307]
sitapur-byline: कार्यालय संवाददाता, बाराबंकी: [586, 666, 717, 680]
